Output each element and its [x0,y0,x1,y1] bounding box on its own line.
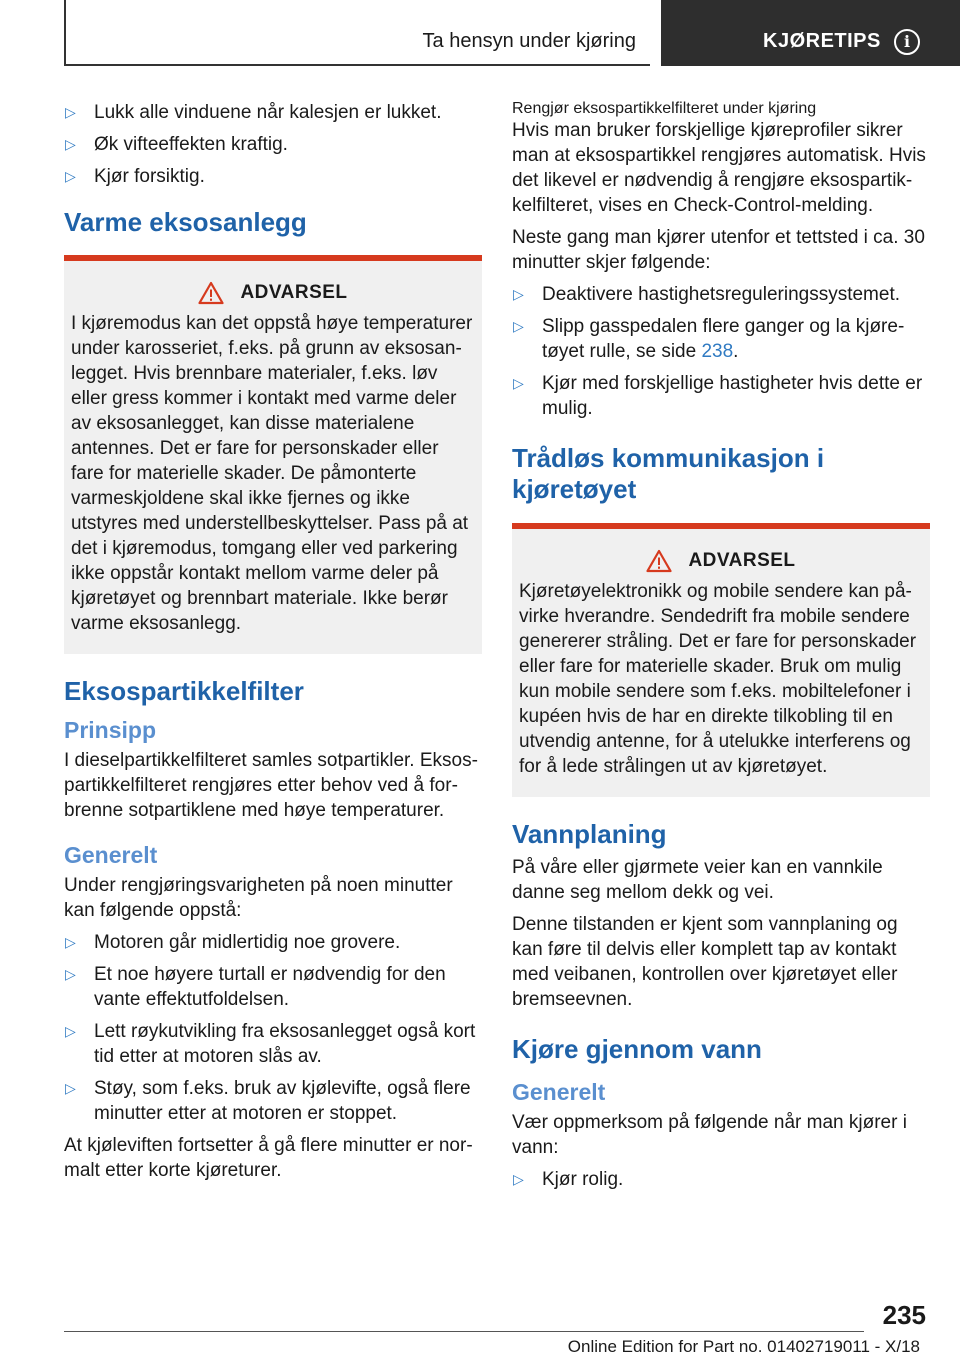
warning-box-wireless [512,523,930,797]
warning-label: ADVARSEL [688,550,796,571]
bullet-triangle-icon: ▷ [65,966,76,982]
heading-principle: Prinsipp [64,717,157,743]
warning-box-exhaust [64,255,482,654]
left-column [64,100,482,1190]
clean-text-1: Hvis man bruker forskjellige kjøreprofiler sikrer man at eksospartikkel rengjøres automatisk. Hvis det likevel er nødvendig å rengjøre eksospartikkelfilteret, vises en Check-Control-melding. [512,120,926,216]
list-item: ▷ Kjør med forskjellige hastigheter hvis dette er mulig. [513,373,923,419]
heading-water: Kjøre gjennom vann [512,1034,762,1064]
chapter-title: KJØRETIPS [763,30,881,52]
edition-text: Online Edition for Part no. 01402719011 - X/18 [567,1337,920,1356]
list-item: ▷ Motoren går midlertidig noe grovere. [65,932,401,953]
bullet-triangle-icon: ▷ [65,168,76,184]
heading-wireless: Trådløs kommunikasjon i kjøretøyet [512,443,825,504]
bullet-triangle-icon: ▷ [65,1023,76,1039]
clean-text-2: Neste gang man kjører utenfor et tettsted i ca. 30 minutter skjer følgende: [512,227,925,273]
list-item: ▷ Deaktivere hastighetsreguleringssystemet. [513,284,901,305]
bullet-triangle-icon: ▷ [513,375,524,391]
aqua-text-1: På våre eller gjørmete veier kan en vannkile danne seg mellom dekk og vei. [512,857,883,903]
footer-divider [64,1331,864,1332]
list-item: ▷ Et noe høyere turtall er nødvendig for den vante effektutfoldelsen. [65,964,446,1010]
closing-text: At kjøleviften fortsetter å gå flere minutter er normalt etter korte kjøreturer. [64,1135,473,1181]
heading-warm-exhaust: Varme eksosanlegg [64,207,307,237]
water-bullet-list [512,1167,930,1192]
bullet-triangle-icon: ▷ [513,1171,524,1187]
heading-dpf: Eksospartikkelfilter [64,676,304,706]
warning-label: ADVARSEL [240,282,348,303]
page-reference-link[interactable]: 238 [701,341,734,362]
clean-bullet-list [512,282,930,421]
heading-general: Generelt [64,842,158,868]
warning-text: Kjøretøyelektronikk og mobile sendere kan påvirke hverandre. Sendedrift fra mobile sendere genererer stråling. Det er fare for personskader eller fare for materielle skader. Bruk om mulig kun mobile sendere som f.eks. mobiltelefoner i kupéen hvis de har en direkte tilkobling til en utvendig antenne, for å utelukke interferens og for å lede strålingen ut av kjøretøyet. [519,581,917,777]
warning-triangle-icon [646,549,672,573]
general-bullet-list [64,930,482,1126]
bullet-triangle-icon: ▷ [65,934,76,950]
list-item: ▷ Kjør rolig. [513,1169,624,1190]
right-column [512,100,930,1199]
section-tab [64,0,650,66]
list-item: ▷ Lett røykutvikling fra eksosanlegget også kort tid etter at motoren slås av. [65,1021,476,1067]
bullet-triangle-icon: ▷ [513,318,524,334]
warning-triangle-icon [198,281,224,305]
section-title: Ta hensyn under kjøring [422,30,636,52]
aqua-text-2: Denne tilstanden er kjent som vannplaning og kan føre til delvis eller komplett tap av kontakt med veibanen, kontrollen over kjøretøyet eller bremseevnen. [512,914,898,1010]
bullet-triangle-icon: ▷ [65,136,76,152]
info-icon: i [894,29,920,55]
list-item: ▷ Kjør forsiktig. [65,166,205,187]
warning-text: I kjøremodus kan det oppstå høye temperaturer under karosseriet, f.eks. på grunn av eksosanlegget. Hvis brennbare materialer, f.eks. løv eller gress kommer i kontakt med varme deler av eksosanlegget, kan disse materialene antennes. Det er fare for personskader eller fare for materielle skader. De påmonterte varmeskjoldene skal ikke fjernes og ikke utstyres med understellbeskyttelser. Pass på at det i kjøremodus, tomgang eller ved parkering ikke oppstår kontakt mellom varme deler på kjøretøyet og brennbart materiale. Ikke berør varme eksosanlegg. [71,313,473,634]
bullet-triangle-icon: ▷ [513,286,524,302]
heading-clean-dpf: Rengjør eksospartikkelfilteret under kjøring [512,100,817,117]
principle-text: I dieselpartikkelfilteret samles sotpartikler. Eksospartikkelfilteret rengjøres etter behov ved å forbrenne sotpartiklene med høye temperaturer. [64,750,478,821]
general-text: Under rengjøringsvarigheten på noen minutter kan følgende oppstå: [64,875,453,921]
page-number: 235 [882,1300,926,1330]
page-header [0,0,960,66]
warning-header [71,279,475,307]
bullet-triangle-icon: ▷ [65,1080,76,1096]
warning-header [519,547,923,575]
water-text: Vær oppmerksom på følgende når man kjører i vann: [512,1112,907,1158]
heading-aquaplaning: Vannplaning [512,819,667,849]
footer-edition [568,1337,920,1357]
heading-general-2: Generelt [512,1079,606,1105]
bullet-triangle-icon: ▷ [65,104,76,120]
list-item: ▷ Lukk alle vinduene når kalesjen er lukket. [65,102,442,123]
list-item: ▷ Slipp gasspedalen flere ganger og la kjøretøyet rulle, se side 238. [513,316,905,362]
list-item: ▷ Støy, som f.eks. bruk av kjølevifte, også flere minutter etter at motoren er stoppet. [65,1078,471,1124]
top-bullet-list [64,100,482,189]
list-item: ▷ Øk vifteeffekten kraftig. [65,134,288,155]
